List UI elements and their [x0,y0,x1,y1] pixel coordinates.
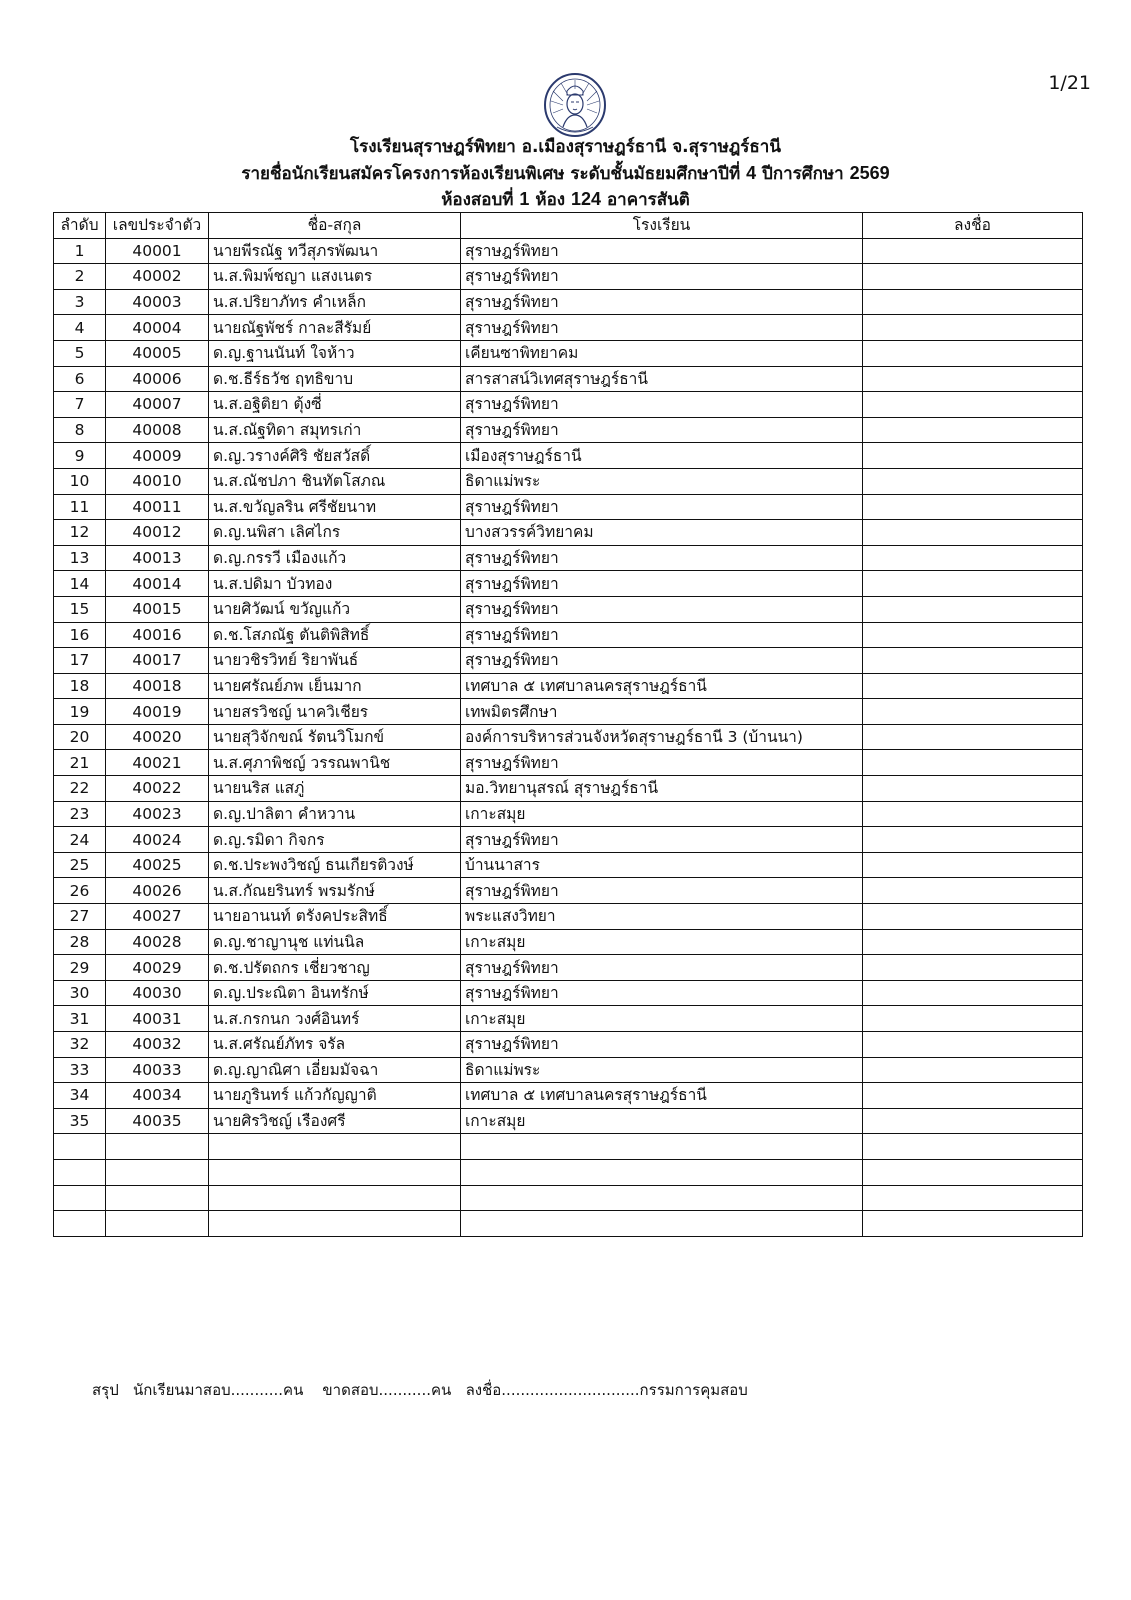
row-signature [863,1006,1083,1032]
row-student-name: ด.ช.โสภณัฐ ตันติพิสิทธิ์ [209,622,461,648]
row-student-id: 40012 [106,520,209,546]
row-signature [863,1108,1083,1134]
row-signature [863,1057,1083,1083]
row-signature [863,648,1083,674]
row-signature [863,750,1083,776]
table-row [54,264,1083,290]
row-student-name: ด.ญ.นพิสา เลิศไกร [209,520,461,546]
row-student-id: 40016 [106,622,209,648]
table-row [54,1108,1083,1134]
row-school: สุราษฎร์พิทยา [461,955,863,981]
table-row [54,904,1083,930]
list-title [0,162,1131,185]
row-order: 3 [54,289,106,315]
row-school: เกาะสมุย [461,801,863,827]
row-student-id: 40009 [106,443,209,469]
row-student-name: ด.ญ.รมิดา กิจกร [209,827,461,853]
row-student-name: น.ส.ปริยาภัทร คำเหล็ก [209,289,461,315]
row-student-id: 40003 [106,289,209,315]
row-signature [863,289,1083,315]
row-student-id: 40033 [106,1057,209,1083]
row-signature [863,776,1083,802]
row-signature [863,468,1083,494]
row-school: เกาะสมุย [461,929,863,955]
row-signature [863,545,1083,571]
row-order: 24 [54,827,106,853]
row-student-id: 40022 [106,776,209,802]
row-student-id: 40010 [106,468,209,494]
table-row [54,929,1083,955]
row-student-id: 40011 [106,494,209,520]
table-row [54,494,1083,520]
row-order: 15 [54,596,106,622]
row-order: 25 [54,852,106,878]
row-student-id: 40020 [106,724,209,750]
table-row [54,366,1083,392]
row-order: 18 [54,673,106,699]
row-student-id: 40002 [106,264,209,290]
grade-level: 4 [746,163,757,183]
row-school: สุราษฎร์พิทยา [461,392,863,418]
blank-table-row [54,1159,1083,1185]
row-order: 29 [54,955,106,981]
row-signature [863,417,1083,443]
row-school: สุราษฎร์พิทยา [461,571,863,597]
row-school: เทศบาล ๕ เทศบาลนครสุราษฎร์ธานี [461,673,863,699]
row-student-name: น.ส.อฐิติยา ตุ้งซี่ [209,392,461,418]
row-order: 21 [54,750,106,776]
row-signature [863,238,1083,264]
row-school: สุราษฎร์พิทยา [461,648,863,674]
row-student-name: นายสุวิจักขณ์ รัตนวิโมกข์ [209,724,461,750]
row-student-name: น.ส.กรกนก วงศ์อินทร์ [209,1006,461,1032]
row-order: 16 [54,622,106,648]
row-school: เคียนซาพิทยาคม [461,340,863,366]
table-row [54,1032,1083,1058]
row-school: เมืองสุราษฎร์ธานี [461,443,863,469]
blank-cell [209,1134,461,1160]
blank-cell [54,1134,106,1160]
table-row [54,315,1083,341]
row-signature [863,955,1083,981]
page-number: 1/21 [1048,72,1091,94]
row-signature [863,878,1083,904]
row-student-id: 40013 [106,545,209,571]
row-order: 33 [54,1057,106,1083]
table-row [54,596,1083,622]
table-row [54,776,1083,802]
blank-cell [106,1134,209,1160]
row-signature [863,724,1083,750]
row-student-name: ด.ญ.ปาลิตา คำหวาน [209,801,461,827]
academic-year: 2569 [849,163,890,183]
row-student-name: นายอานนท์ ตรังคประสิทธิ์ [209,904,461,930]
row-school: สุราษฎร์พิทยา [461,622,863,648]
table-row [54,238,1083,264]
row-school: สุราษฎร์พิทยา [461,545,863,571]
row-order: 14 [54,571,106,597]
summary-label: สรุป [92,1381,119,1399]
row-student-id: 40005 [106,340,209,366]
row-student-name: นายภูรินทร์ แก้วกัญญาติ [209,1083,461,1109]
table-row [54,750,1083,776]
row-school: ธิดาแม่พระ [461,1057,863,1083]
row-signature [863,264,1083,290]
row-signature [863,980,1083,1006]
column-header-id: เลขประจำตัว [106,213,209,239]
row-student-id: 40029 [106,955,209,981]
row-student-id: 40017 [106,648,209,674]
row-student-id: 40035 [106,1108,209,1134]
row-student-id: 40024 [106,827,209,853]
row-school: เทศบาล ๕ เทศบาลนครสุราษฎร์ธานี [461,1083,863,1109]
row-order: 26 [54,878,106,904]
exam-summary [92,1378,748,1402]
row-student-id: 40019 [106,699,209,725]
row-signature [863,494,1083,520]
row-school: บางสวรรค์วิทยาคม [461,520,863,546]
table-row [54,622,1083,648]
blank-cell [863,1159,1083,1185]
row-order: 32 [54,1032,106,1058]
present-count-field: นักเรียนมาสอบ...........คน [133,1381,304,1399]
blank-table-row [54,1134,1083,1160]
table-row [54,571,1083,597]
table-row [54,955,1083,981]
table-row [54,852,1083,878]
row-school: มอ.วิทยานุสรณ์ สุราษฎร์ธานี [461,776,863,802]
blank-cell [863,1211,1083,1237]
row-order: 2 [54,264,106,290]
row-student-id: 40034 [106,1083,209,1109]
row-student-id: 40028 [106,929,209,955]
row-student-name: น.ส.ศุภาพิชญ์ วรรณพานิช [209,750,461,776]
table-row [54,827,1083,853]
row-school: สุราษฎร์พิทยา [461,315,863,341]
row-school: สุราษฎร์พิทยา [461,494,863,520]
table-row [54,1083,1083,1109]
blank-cell [461,1211,863,1237]
column-header-signature: ลงชื่อ [863,213,1083,239]
row-order: 10 [54,468,106,494]
table-row [54,520,1083,546]
blank-cell [54,1159,106,1185]
row-signature [863,1083,1083,1109]
row-school: สุราษฎร์พิทยา [461,264,863,290]
row-order: 9 [54,443,106,469]
row-order: 11 [54,494,106,520]
row-student-name: นายศิรวิชญ์ เรืองศรี [209,1108,461,1134]
row-signature [863,622,1083,648]
row-signature [863,520,1083,546]
row-signature [863,929,1083,955]
row-order: 12 [54,520,106,546]
row-student-name: นายนริส แสภู่ [209,776,461,802]
row-student-name: น.ส.ศรัณย์ภัทร จรัล [209,1032,461,1058]
row-student-name: ด.ญ.ประณิตา อินทรักษ์ [209,980,461,1006]
row-order: 17 [54,648,106,674]
row-school: สุราษฎร์พิทยา [461,417,863,443]
row-order: 30 [54,980,106,1006]
row-order: 35 [54,1108,106,1134]
row-student-name: ด.ช.ธีร์ธวัช ฤทธิขาบ [209,366,461,392]
blank-cell [209,1159,461,1185]
proctor-signature-field: ลงชื่อ.............................กรรมการคุมสอบ [465,1381,748,1399]
row-signature [863,904,1083,930]
table-row [54,1006,1083,1032]
row-order: 6 [54,366,106,392]
row-student-id: 40031 [106,1006,209,1032]
student-roster-table [53,212,1083,1237]
row-student-name: นายณัฐพัชร์ กาละสีรัมย์ [209,315,461,341]
table-row [54,289,1083,315]
row-student-id: 40026 [106,878,209,904]
row-school: สุราษฎร์พิทยา [461,750,863,776]
row-student-id: 40021 [106,750,209,776]
table-row [54,443,1083,469]
row-school: เกาะสมุย [461,1006,863,1032]
blank-cell [863,1134,1083,1160]
row-order: 5 [54,340,106,366]
table-row [54,417,1083,443]
row-student-name: น.ส.พิมพ์ชญา แสงเนตร [209,264,461,290]
row-order: 7 [54,392,106,418]
row-order: 22 [54,776,106,802]
row-student-id: 40004 [106,315,209,341]
table-row [54,340,1083,366]
row-order: 8 [54,417,106,443]
row-order: 13 [54,545,106,571]
row-student-name: นายศิวัฒน์ ขวัญแก้ว [209,596,461,622]
row-signature [863,596,1083,622]
table-row [54,878,1083,904]
column-header-order: ลำดับ [54,213,106,239]
row-student-id: 40006 [106,366,209,392]
blank-cell [461,1185,863,1211]
row-student-name: ด.ญ.วรางค์ศิริ ชัยสวัสดิ์ [209,443,461,469]
row-student-id: 40025 [106,852,209,878]
row-student-name: ด.ญ.กรรวี เมืองแก้ว [209,545,461,571]
building-name: อาคารสันติ [606,190,690,210]
room-label: ห้อง [535,190,566,210]
row-order: 19 [54,699,106,725]
row-signature [863,673,1083,699]
row-student-name: นายวชิรวิทย์ ริยาพันธ์ [209,648,461,674]
row-student-name: ด.ญ.ชาญานุช แท่นนิล [209,929,461,955]
list-title-prefix: รายชื่อนักเรียนสมัครโครงการห้องเรียนพิเศษ ระดับชั้นมัธยมศึกษาปีที่ [241,164,741,184]
row-student-id: 40018 [106,673,209,699]
row-signature [863,827,1083,853]
table-row [54,468,1083,494]
row-signature [863,315,1083,341]
row-student-name: นายพีรณัฐ ทวีสุภรพัฒนา [209,238,461,264]
row-signature [863,443,1083,469]
exam-room-heading [0,188,1131,211]
academic-year-label: ปีการศึกษา [762,164,844,184]
school-crest-icon [541,71,609,141]
row-order: 23 [54,801,106,827]
row-order: 34 [54,1083,106,1109]
row-signature [863,392,1083,418]
table-row [54,1057,1083,1083]
row-student-name: ด.ญ.ฐานนันท์ ใจห้าว [209,340,461,366]
row-order: 1 [54,238,106,264]
table-row [54,801,1083,827]
row-student-name: น.ส.ณัฐทิดา สมุทรเก่า [209,417,461,443]
blank-cell [863,1185,1083,1211]
row-student-name: น.ส.ขวัญลริน ศรีชัยนาท [209,494,461,520]
blank-table-row [54,1185,1083,1211]
column-header-school: โรงเรียน [461,213,863,239]
row-student-name: ด.ช.ประพงวิชญ์ ธนเกียรติวงษ์ [209,852,461,878]
table-row [54,699,1083,725]
row-signature [863,340,1083,366]
row-school: สุราษฎร์พิทยา [461,1032,863,1058]
row-school: สุราษฎร์พิทยา [461,596,863,622]
table-row [54,724,1083,750]
row-school: สุราษฎร์พิทยา [461,980,863,1006]
row-school: สุราษฎร์พิทยา [461,878,863,904]
blank-cell [106,1211,209,1237]
row-order: 20 [54,724,106,750]
blank-cell [461,1134,863,1160]
row-school: สุราษฎร์พิทยา [461,289,863,315]
table-header-row [54,213,1083,239]
row-order: 31 [54,1006,106,1032]
row-student-id: 40023 [106,801,209,827]
row-school: พระแสงวิทยา [461,904,863,930]
row-school: บ้านนาสาร [461,852,863,878]
row-order: 4 [54,315,106,341]
blank-table-row [54,1211,1083,1237]
row-school: สุราษฎร์พิทยา [461,238,863,264]
room-number: 124 [571,189,602,209]
row-student-name: ด.ช.ปรัตถกร เชี่ยวชาญ [209,955,461,981]
row-school: เทพมิตรศึกษา [461,699,863,725]
row-signature [863,1032,1083,1058]
row-student-name: น.ส.กัณยรินทร์ พรมรักษ์ [209,878,461,904]
row-school: สุราษฎร์พิทยา [461,827,863,853]
row-student-id: 40027 [106,904,209,930]
table-row [54,980,1083,1006]
row-student-id: 40015 [106,596,209,622]
exam-room-label: ห้องสอบที่ [441,190,514,210]
blank-cell [106,1159,209,1185]
row-student-id: 40032 [106,1032,209,1058]
row-signature [863,571,1083,597]
column-header-name: ชื่อ-สกุล [209,213,461,239]
table-row [54,673,1083,699]
row-student-id: 40014 [106,571,209,597]
table-row [54,545,1083,571]
school-heading: โรงเรียนสุราษฎร์พิทยา อ.เมืองสุราษฎร์ธานี จ.สุราษฎร์ธานี [350,137,781,157]
blank-cell [54,1211,106,1237]
blank-cell [209,1211,461,1237]
row-signature [863,366,1083,392]
table-body [54,238,1083,1236]
row-student-name: นายสรวิชญ์ นาควิเชียร [209,699,461,725]
blank-cell [209,1185,461,1211]
row-student-id: 40001 [106,238,209,264]
table-row [54,392,1083,418]
row-signature [863,852,1083,878]
row-school: เกาะสมุย [461,1108,863,1134]
row-order: 27 [54,904,106,930]
blank-cell [54,1185,106,1211]
row-order: 28 [54,929,106,955]
row-student-name: นายศรัณย์ภพ เย็นมาก [209,673,461,699]
row-signature [863,699,1083,725]
row-student-id: 40008 [106,417,209,443]
row-student-name: ด.ญ.ญาณิศา เอี่ยมมัจฉา [209,1057,461,1083]
exam-room-number: 1 [519,189,530,209]
blank-cell [106,1185,209,1211]
row-student-id: 40030 [106,980,209,1006]
row-student-name: น.ส.ปดิมา บัวทอง [209,571,461,597]
row-school: องค์การบริหารส่วนจังหวัดสุราษฎร์ธานี 3 (บ้านนา) [461,724,863,750]
row-student-name: น.ส.ณัชปภา ชินทัตโสภณ [209,468,461,494]
row-school: สารสาสน์วิเทศสุราษฎร์ธานี [461,366,863,392]
absent-count-field: ขาดสอบ...........คน [322,1381,452,1399]
blank-cell [461,1159,863,1185]
table-row [54,648,1083,674]
row-student-id: 40007 [106,392,209,418]
row-school: ธิดาแม่พระ [461,468,863,494]
row-signature [863,801,1083,827]
